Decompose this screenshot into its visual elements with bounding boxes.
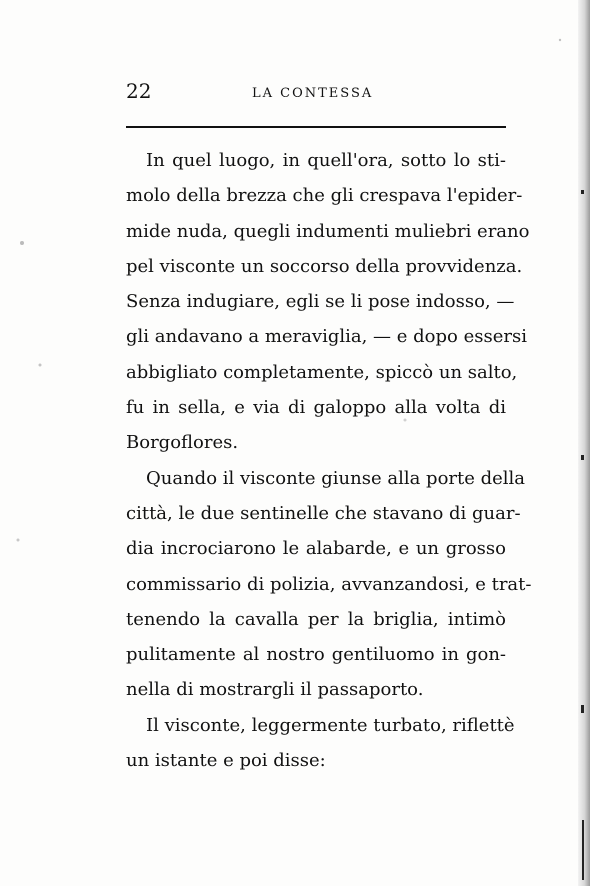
- text-line: dia incrociarono le alabarde, e un grosso: [126, 538, 506, 560]
- text-line: In quel luogo, in quell'ora, sotto lo sti-: [146, 150, 506, 171]
- text-line: Quando il visconte giunse alla porte della: [146, 467, 526, 489]
- speck: [20, 241, 24, 245]
- text-line: pulitamente al nostro gentiluomo in gon-: [126, 644, 506, 666]
- edge-mark: [581, 455, 584, 460]
- edge-mark: [581, 705, 584, 713]
- text-line: molo della brezza che gli crespava l'epider-: [126, 185, 523, 207]
- edge-mark: [581, 190, 584, 194]
- text-line: Il visconte, leggermente turbato, riflettè: [146, 714, 515, 736]
- text-line: Senza indugiare, egli se li pose indosso, —: [126, 291, 515, 313]
- page-header: [126, 80, 506, 106]
- text-line: città, le due sentinelle che stavano di guar-: [126, 502, 521, 524]
- text-line: un istante e poi disse:: [126, 750, 326, 772]
- text-line: pel visconte un soccorso della provvidenza.: [126, 255, 523, 277]
- speck: [559, 39, 561, 41]
- text-line: tenendo la cavalla per la briglia, intimò: [126, 608, 506, 630]
- text-line: gli andavano a meraviglia, — e dopo essersi: [126, 326, 527, 348]
- running-title: LA CONTESSA: [252, 86, 374, 101]
- body-text: [126, 143, 532, 778]
- text-line: nella di mostrargli il passaporto.: [126, 679, 424, 701]
- text-line: abbigliato completamente, spiccò un salto,: [126, 361, 518, 383]
- text-line: Borgoflores.: [126, 432, 239, 454]
- text-line: fu in sella, e via di galoppo alla volta di: [126, 397, 506, 419]
- page-edge: [578, 0, 590, 886]
- text-line: commissario di polizia, avvanzandosi, e trat-: [126, 573, 532, 595]
- edge-mark: [582, 820, 584, 880]
- speck: [39, 364, 42, 367]
- page-number: 22: [126, 79, 152, 103]
- speck: [17, 539, 20, 542]
- text-line: mide nuda, quegli indumenti muliebri erano: [126, 220, 530, 242]
- header-rule: [126, 126, 506, 128]
